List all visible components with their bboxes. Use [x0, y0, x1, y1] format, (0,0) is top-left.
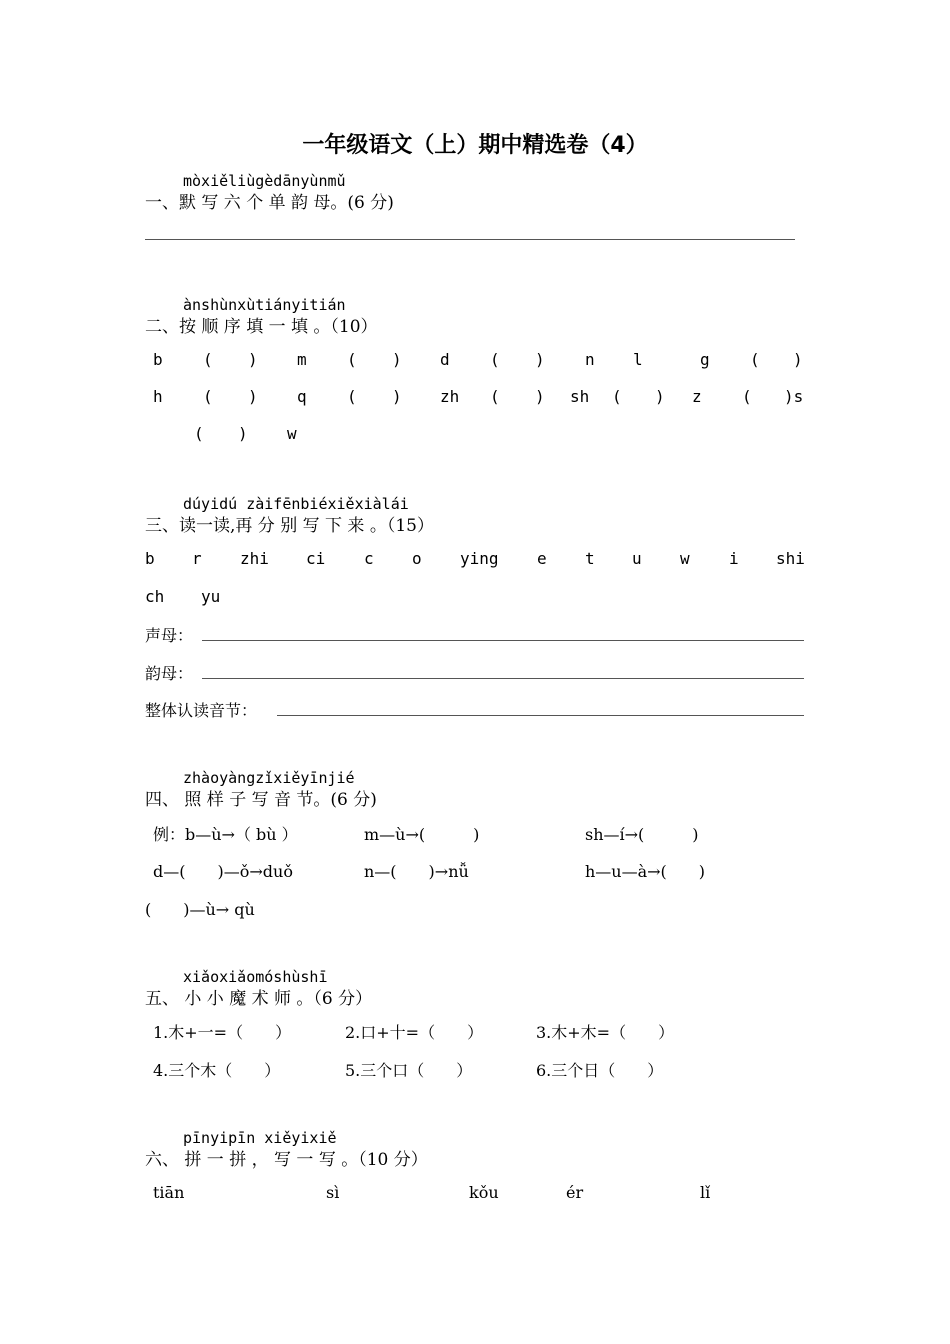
- exercise-item: h—u—à→( ): [585, 862, 706, 881]
- letter-cell: zh: [440, 387, 460, 406]
- paren-close: ): [535, 387, 545, 406]
- paren-open: (: [203, 387, 213, 406]
- paren-open: (: [347, 387, 357, 406]
- zhengti-label: 整体认读音节：: [145, 701, 258, 720]
- paren-close: ): [535, 350, 545, 369]
- syllable-cell: e: [537, 549, 547, 568]
- riddle-item: 3.木+木=（ ）: [536, 1023, 675, 1042]
- yunmu-label: 韵母：: [145, 664, 194, 683]
- section-6-pinyin: pīnyipīn xiěyixiě: [183, 1129, 337, 1147]
- yunmu-answer-line[interactable]: [202, 678, 804, 679]
- pinyin-word: tiān: [153, 1183, 185, 1202]
- syllable-cell: o: [412, 549, 422, 568]
- paren-open: (: [750, 350, 760, 369]
- syllable-cell: zhi: [240, 549, 269, 568]
- section-6-heading: 六、 拼 一 拼 ， 写 一 写 。（10 分）: [145, 1150, 428, 1170]
- letter-cell: z: [692, 387, 702, 406]
- paren-open: (: [194, 424, 204, 443]
- paren-close: ): [248, 387, 258, 406]
- syllable-cell: c: [364, 549, 374, 568]
- riddle-item: 2.口+十=（ ）: [345, 1023, 484, 1042]
- section-2-pinyin: ànshùnxùtiányitián: [183, 296, 346, 314]
- paren-open: (: [203, 350, 213, 369]
- paren-close-letter: )s: [784, 387, 804, 406]
- exercise-item: n—( )→nǚ: [364, 862, 469, 881]
- section-1-pinyin: mòxiěliùgèdānyùnmǔ: [183, 172, 346, 190]
- letter-cell: sh: [570, 387, 590, 406]
- section-3-heading: 三、读一读,再 分 别 写 下 来 。（15）: [145, 516, 434, 536]
- exercise-item: d—( )—ǒ→duǒ: [153, 862, 293, 881]
- syllable-cell: u: [632, 549, 642, 568]
- letter-cell: g: [700, 350, 710, 369]
- letter-cell: h: [153, 387, 163, 406]
- section-1-heading: 一、默 写 六 个 单 韵 母。(6 分): [145, 193, 394, 213]
- paren-open: (: [742, 387, 752, 406]
- section-4-heading: 四、 照 样 子 写 音 节。(6 分): [145, 790, 377, 810]
- letter-cell: w: [287, 424, 297, 443]
- pinyin-word: kǒu: [469, 1183, 499, 1202]
- letter-cell: b: [153, 350, 163, 369]
- syllable-cell: yu: [201, 587, 221, 606]
- section-5-pinyin: xiǎoxiǎomóshùshī: [183, 968, 328, 986]
- paren-open: (: [347, 350, 357, 369]
- example-item: 例：b—ù→（ bù ）: [153, 825, 298, 844]
- paren-open: (: [490, 387, 500, 406]
- shengmu-label: 声母：: [145, 626, 194, 645]
- paren-close: ): [392, 387, 402, 406]
- letter-cell: l: [633, 350, 643, 369]
- paren-close: ): [655, 387, 665, 406]
- section-4-pinyin: zhàoyàngzǐxiěyīnjié: [183, 769, 355, 787]
- page-title: 一年级语文（上）期中精选卷（4）: [302, 133, 648, 158]
- exercise-item: sh—í→( ): [585, 825, 699, 844]
- letter-cell: m: [297, 350, 307, 369]
- syllable-cell: ch: [145, 587, 165, 606]
- paren-close: ): [392, 350, 402, 369]
- letter-cell: q: [297, 387, 307, 406]
- riddle-item: 6.三个日（ ）: [536, 1061, 664, 1080]
- section-3-pinyin: dúyidú zàifēnbiéxiěxiàlái: [183, 495, 409, 513]
- syllable-cell: shi: [776, 549, 805, 568]
- riddle-item: 4.三个木（ ）: [153, 1061, 281, 1080]
- syllable-cell: ying: [460, 549, 499, 568]
- syllable-cell: ci: [306, 549, 326, 568]
- pinyin-word: lǐ: [700, 1183, 711, 1202]
- riddle-item: 1.木+一=（ ）: [153, 1023, 292, 1042]
- syllable-cell: w: [680, 549, 690, 568]
- section-2-heading: 二、按 顺 序 填 一 填 。（10）: [145, 317, 378, 337]
- exercise-item: m—ù→( ): [364, 825, 480, 844]
- riddle-item: 5.三个口（ ）: [345, 1061, 473, 1080]
- paren-close: ): [793, 350, 803, 369]
- syllable-cell: r: [192, 549, 202, 568]
- pinyin-word: sì: [326, 1183, 340, 1202]
- paren-close: ): [238, 424, 248, 443]
- syllable-cell: t: [585, 549, 595, 568]
- paren-open: (: [490, 350, 500, 369]
- paren-open: (: [612, 387, 622, 406]
- zhengti-answer-line[interactable]: [277, 715, 804, 716]
- paren-close: ): [248, 350, 258, 369]
- syllable-cell: i: [729, 549, 739, 568]
- shengmu-answer-line[interactable]: [202, 640, 804, 641]
- pinyin-word: ér: [566, 1183, 584, 1202]
- section-1-answer-line[interactable]: [145, 239, 795, 240]
- letter-cell: d: [440, 350, 450, 369]
- syllable-cell: b: [145, 549, 155, 568]
- exercise-item: ( )—ù→ qù: [145, 900, 255, 919]
- section-5-heading: 五、 小 小 魔 术 师 。（6 分）: [145, 989, 373, 1009]
- letter-cell: n: [585, 350, 595, 369]
